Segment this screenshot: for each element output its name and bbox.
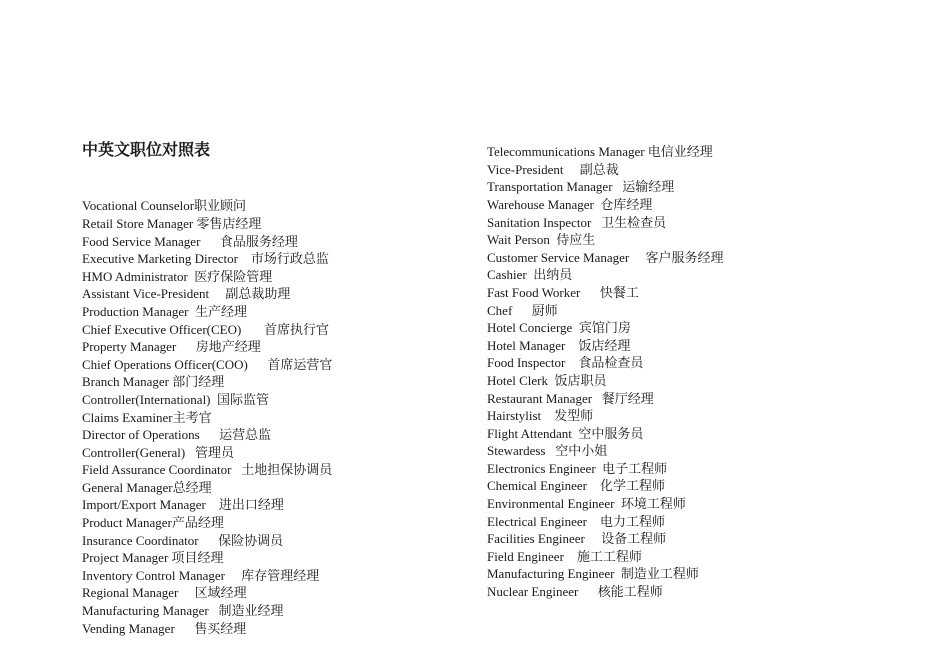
job-title-row: Manufacturing Manager 制造业经理 — [82, 603, 284, 619]
job-title-row: Hotel Manager 饭店经理 — [487, 337, 631, 353]
job-title-row: HMO Administrator 医疗保险管理 — [82, 268, 273, 284]
job-title-row: Controller(International) 国际监管 — [82, 391, 270, 407]
job-title-row: Customer Service Manager 客户服务经理 — [487, 249, 724, 265]
job-title-row: Insurance Coordinator 保险协调员 — [82, 532, 284, 548]
right-column — [487, 108, 723, 618]
job-title-row: Hairstylist 发型师 — [487, 408, 594, 424]
job-title-row: Food Inspector 食品检查员 — [487, 355, 644, 371]
job-title-row: Field Assurance Coordinator 土地担保协调员 — [82, 462, 333, 478]
job-title-row: Vending Manager 售买经理 — [82, 620, 247, 636]
job-title-row: Inventory Control Manager 库存管理经理 — [82, 567, 320, 583]
job-title-row: Wait Person 侍应生 — [487, 232, 596, 248]
job-title-row: Project Manager 项目经理 — [82, 550, 224, 566]
job-title-row: Chef 厨师 — [487, 302, 558, 318]
job-title-row: Fast Food Worker 快餐工 — [487, 284, 639, 300]
job-title-row: Transportation Manager 运输经理 — [487, 179, 675, 195]
job-title-row: Stewardess 空中小姐 — [487, 443, 608, 459]
job-title-row: Flight Attendant 空中服务员 — [487, 425, 644, 441]
job-title-row: Hotel Clerk 饭店职员 — [487, 372, 607, 388]
job-title-row: Import/Export Manager 进出口经理 — [82, 497, 284, 513]
job-title-row: Restaurant Manager 餐厅经理 — [487, 390, 654, 406]
job-title-row: Assistant Vice-President 副总裁助理 — [82, 286, 291, 302]
job-title-row: Field Engineer 施工工程师 — [487, 548, 642, 564]
job-title-row: Chemical Engineer 化学工程师 — [487, 478, 665, 494]
job-title-row: Electronics Engineer 电子工程师 — [487, 460, 668, 476]
job-title-row: General Manager总经理 — [82, 479, 212, 495]
job-title-row: Telecommunications Manager 电信业经理 — [487, 144, 713, 160]
job-title-row: Claims Examiner主考官 — [82, 409, 212, 425]
job-title-row: Vocational Counselor职业顾问 — [82, 198, 247, 214]
job-title-row: Environmental Engineer 环境工程师 — [487, 496, 686, 512]
job-title-row: Chief Executive Officer(CEO) 首席执行官 — [82, 321, 330, 337]
job-title-row: Facilities Engineer 设备工程师 — [487, 531, 667, 547]
job-title-row: Regional Manager 区域经理 — [82, 585, 247, 601]
job-title-row: Property Manager 房地产经理 — [82, 339, 261, 355]
job-title-row: Food Service Manager 食品服务经理 — [82, 233, 298, 249]
document-title: 中英文职位对照表 — [82, 142, 211, 160]
job-title-row: Sanitation Inspector 卫生检查员 — [487, 214, 667, 230]
job-title-row: Retail Store Manager 零售店经理 — [82, 215, 262, 231]
left-column — [82, 105, 332, 655]
job-title-row: Director of Operations 运营总监 — [82, 427, 272, 443]
job-title-row: Nuclear Engineer 核能工程师 — [487, 584, 663, 600]
job-title-row: Warehouse Manager 仓库经理 — [487, 196, 653, 212]
job-title-row: Controller(General) 管理员 — [82, 444, 234, 460]
job-title-row: Manufacturing Engineer 制造业工程师 — [487, 566, 699, 582]
job-title-row: Electrical Engineer 电力工程师 — [487, 513, 665, 529]
job-title-row: Cashier 出纳员 — [487, 267, 573, 283]
job-title-row: Hotel Concierge 宾馆门房 — [487, 320, 631, 336]
job-title-row: Chief Operations Officer(COO) 首席运营官 — [82, 356, 333, 372]
job-title-row: Vice-President 副总裁 — [487, 161, 619, 177]
job-title-row: Branch Manager 部门经理 — [82, 374, 225, 390]
job-title-row: Product Manager产品经理 — [82, 515, 224, 531]
job-title-row: Executive Marketing Director 市场行政总监 — [82, 251, 329, 267]
job-title-row: Production Manager 生产经理 — [82, 303, 248, 319]
